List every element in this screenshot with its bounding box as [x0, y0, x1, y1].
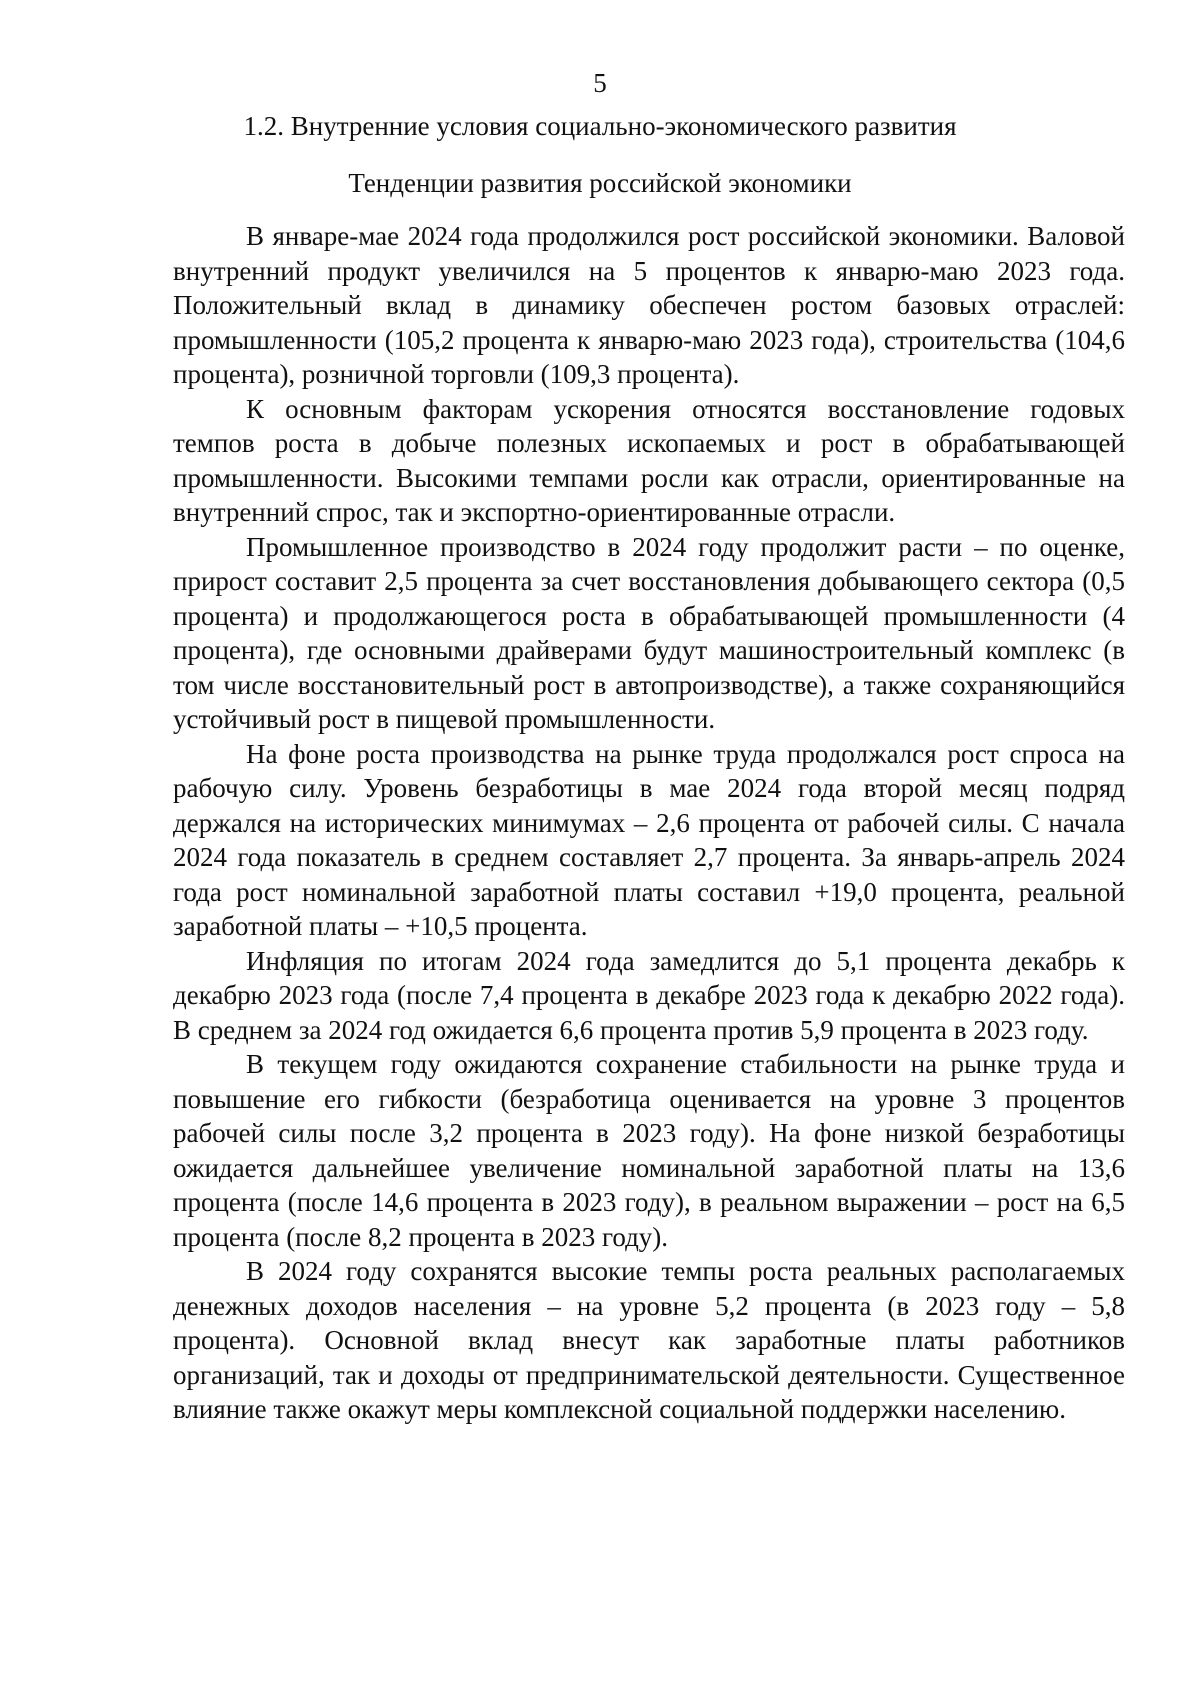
paragraph: К основным факторам ускорения относятся восстановление годовых темпов роста в добыче полезных ископаемых и рост в обрабатывающей промышленности. Высокими темпами росли как отрасли, ориентированные на внутренний спрос, так и экспортно-ориентированные отрасли. [173, 393, 1125, 527]
sub-heading: Тенденции развития российской экономики [348, 168, 852, 198]
paragraph: На фоне роста производства на рынке труда продолжался рост спроса на рабочую силу. Уровень безработицы в мае 2024 года второй месяц подряд держался на исторических минимумах – 2,6 процента от рабочей силы. С начала 2024 года показатель в среднем составляет 2,7 процента. За январь-апрель 2024 года рост номинальной заработной платы составил +19,0 процента, реальной заработной платы – +10,5 процента. [173, 738, 1125, 941]
paragraph: Промышленное производство в 2024 году продолжит расти – по оценке, прирост составит 2,5 процента за счет восстановления добывающего сектора (0,5 процента) и продолжающегося роста в обрабатывающей промышленности (4 процента), где основными драйверами будут машиностроительный комплекс (в том числе восстановительный рост в автопроизводстве), а также сохраняющийся устойчивый рост в пищевой промышленности. [173, 531, 1125, 734]
body-text [173, 219, 1125, 1427]
paragraph: Инфляция по итогам 2024 года замедлится до 5,1 процента декабрь к декабрю 2023 года (после 7,4 процента в декабре 2023 года к декабрю 2022 года). В среднем за 2024 год ожидается 6,6 процента против 5,9 процента в 2023 году. [173, 945, 1125, 1045]
section-heading: 1.2. Внутренние условия социально-экономического развития [243, 111, 957, 141]
paragraph: В текущем году ожидаются сохранение стабильности на рынке труда и повышение его гибкости (безработица оценивается на уровне 3 процентов рабочей силы после 3,2 процента в 2023 году). На фоне низкой безработицы ожидается дальнейшее увеличение номинальной заработной платы на 13,6 процента (после 14,6 процента в 2023 году), в реальном выражении – рост на 6,5 процента (после 8,2 процента в 2023 году). [173, 1049, 1125, 1252]
paragraph: В 2024 году сохранятся высокие темпы роста реальных располагаемых денежных доходов населения – на уровне 5,2 процента (в 2023 году – 5,8 процента). Основной вклад внесут как заработные платы работников организаций, так и доходы от предпринимательской деятельности. Существенное влияние также окажут меры комплексной социальной поддержки населению. [173, 1256, 1125, 1424]
page-number: 5 [593, 68, 607, 98]
paragraph: В январе-мае 2024 года продолжился рост российской экономики. Валовой внутренний продукт увеличился на 5 процентов к январю-маю 2023 года. Положительный вклад в динамику обеспечен ростом базовых отраслей: промышленности (105,2 процента к январю-маю 2023 года), строительства (104,6 процента), розничной торговли (109,3 процента). [173, 221, 1125, 389]
